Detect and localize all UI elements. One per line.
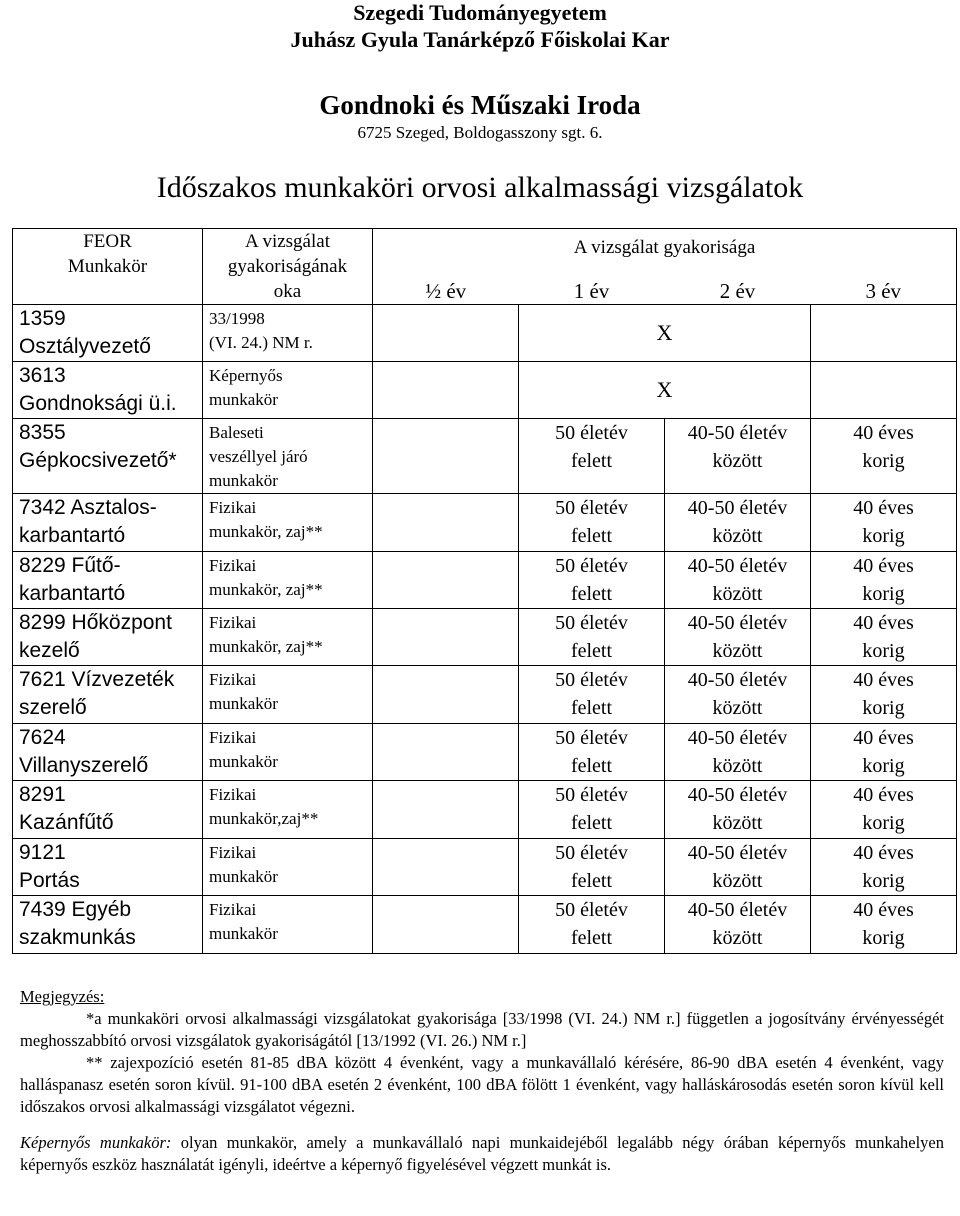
- reason-cell: [203, 494, 373, 552]
- one-year-cell: [519, 419, 665, 494]
- two-year-line: 40-50 életév: [687, 612, 788, 634]
- table-row: [13, 305, 957, 362]
- half-year-cell: [373, 609, 519, 666]
- one-year-line: 50 életév: [555, 899, 628, 921]
- two-year-cell: [665, 666, 811, 724]
- three-year-cell: [811, 494, 957, 552]
- two-year-line: között: [712, 812, 763, 834]
- one-year-line: 50 életév: [555, 842, 628, 864]
- office-address: 6725 Szeged, Boldogasszony sgt. 6.: [357, 123, 603, 142]
- three-year-cell: [811, 896, 957, 954]
- job-cell: [13, 494, 203, 552]
- table-row: [13, 666, 957, 724]
- two-year-line: között: [712, 525, 763, 547]
- reason-line: Fizikai: [209, 843, 257, 862]
- job-cell: [13, 839, 203, 896]
- one-year-cell: [519, 839, 665, 896]
- three-year-line: 40 éves: [853, 555, 914, 577]
- reason-line: munkakör: [209, 471, 278, 490]
- one-year-line: felett: [570, 450, 613, 472]
- job-code: 9121: [19, 841, 66, 864]
- job-cell: [13, 781, 203, 839]
- job-title: karbantartó: [19, 524, 126, 547]
- one-year-cell: [519, 896, 665, 954]
- reason-line: munkakör: [209, 694, 278, 713]
- reason-line: Fizikai: [209, 613, 257, 632]
- three-year-cell: [811, 724, 957, 781]
- one-year-line: 50 életév: [555, 555, 628, 577]
- half-year-cell: [373, 305, 519, 362]
- one-year-cell: [519, 552, 665, 609]
- definition-term: Képernyős munkakör:: [20, 1133, 172, 1152]
- frequency-mark: X: [519, 305, 811, 362]
- table-row: [13, 781, 957, 839]
- two-year-line: között: [712, 450, 763, 472]
- three-year-line: korig: [862, 755, 905, 777]
- job-title: szakmunkás: [19, 926, 136, 949]
- one-year-line: felett: [570, 697, 613, 719]
- job-title: Gépkocsivezető*: [19, 449, 177, 472]
- reason-cell: [203, 781, 373, 839]
- one-year-cell: [519, 494, 665, 552]
- reason-cell: [203, 552, 373, 609]
- three-year-line: korig: [862, 812, 905, 834]
- half-year-cell: [373, 781, 519, 839]
- job-code: 8229 Fűtő-: [19, 554, 121, 577]
- definition: [20, 1132, 944, 1176]
- one-year-cell: [519, 666, 665, 724]
- three-year-line: 40 éves: [853, 669, 914, 691]
- two-year-line: 40-50 életév: [687, 555, 788, 577]
- job-cell: [13, 552, 203, 609]
- reason-cell: [203, 839, 373, 896]
- one-year-line: felett: [570, 870, 613, 892]
- job-code: 7439 Egyéb: [19, 898, 132, 921]
- feor-header-line1: FEOR: [83, 231, 132, 252]
- job-code: 1359: [19, 307, 66, 330]
- job-code: 8291: [19, 783, 66, 806]
- two-year-cell: [665, 552, 811, 609]
- reason-line: Fizikai: [209, 498, 257, 517]
- job-title: szerelő: [19, 696, 87, 719]
- reason-header-line1: A vizsgálat: [245, 231, 330, 252]
- two-year-line: között: [712, 927, 763, 949]
- three-year-line: korig: [862, 927, 905, 949]
- three-year-line: korig: [862, 640, 905, 662]
- table-row: [13, 552, 957, 609]
- reason-line: Fizikai: [209, 728, 257, 747]
- reason-line: Fizikai: [209, 900, 257, 919]
- one-year-cell: [519, 781, 665, 839]
- notes-section: [20, 986, 944, 1176]
- half-year-cell: [373, 552, 519, 609]
- job-cell: [13, 666, 203, 724]
- one-year-cell: [519, 724, 665, 781]
- half-year-cell: [373, 839, 519, 896]
- note-2-text: ** zajexpozíció esetén 81-85 dBA között 4 évenként, vagy a munkavállaló kérésére, 86-90 dBA esetén 4 évenként, vagy halláspanasz esetén soron kívül. 91-100 dBA esetén 2 évenként, 100 dBA fölött 1 évenként, vagy halláskárosodás esetén soron kívül kell időszakos orvosi alkalmassági vizsgálatot végezni.: [20, 1053, 944, 1116]
- one-year-cell: [519, 609, 665, 666]
- job-title: Osztályvezető: [19, 335, 151, 358]
- reason-header: [203, 229, 373, 305]
- table-row: [13, 609, 957, 666]
- reason-line: Baleseti: [209, 423, 264, 442]
- reason-cell: [203, 666, 373, 724]
- university-name: Szegedi Tudományegyetem: [353, 0, 607, 25]
- two-year-cell: [665, 781, 811, 839]
- three-year-line: korig: [862, 583, 905, 605]
- two-year-cell: [665, 494, 811, 552]
- job-code: 8299 Hőközpont: [19, 611, 172, 634]
- note-1-text: *a munkaköri orvosi alkalmassági vizsgálatokat gyakorisága [33/1998 (VI. 24.) NM r.] független a jogosítvány érvényességét meghosszabbító orvosi vizsgálatok gyakoriságától [13/1992 (VI. 26.) NM r.]: [20, 1009, 944, 1050]
- exam-frequency-table: [12, 228, 957, 954]
- reason-line: Képernyős: [209, 366, 283, 385]
- reason-cell: [203, 724, 373, 781]
- one-year-line: felett: [570, 812, 613, 834]
- two-year-line: 40-50 életév: [687, 899, 788, 921]
- reason-line: munkakör,zaj**: [209, 809, 319, 828]
- reason-line: 33/1998: [209, 309, 265, 328]
- reason-line: munkakör, zaj**: [209, 637, 323, 656]
- job-cell: [13, 896, 203, 954]
- three-year-cell: [811, 666, 957, 724]
- table-row: [13, 494, 957, 552]
- table-row: [13, 724, 957, 781]
- three-year-cell: [811, 419, 957, 494]
- two-year-line: között: [712, 755, 763, 777]
- half-year-cell: [373, 362, 519, 419]
- three-year-line: 40 éves: [853, 497, 914, 519]
- three-year-line: 40 éves: [853, 612, 914, 634]
- two-year-line: 40-50 életév: [687, 842, 788, 864]
- three-year-cell: [811, 552, 957, 609]
- table-row: [13, 362, 957, 419]
- job-title: karbantartó: [19, 582, 126, 605]
- reason-cell: [203, 609, 373, 666]
- half-year-cell: [373, 419, 519, 494]
- one-year-line: 50 életév: [555, 784, 628, 806]
- two-year-cell: [665, 419, 811, 494]
- job-title: Portás: [19, 869, 80, 892]
- period-half-year: ½ év: [373, 268, 519, 305]
- reason-line: munkakör: [209, 924, 278, 943]
- job-code: 7342 Asztalos-: [19, 496, 157, 519]
- table-row: [13, 896, 957, 954]
- note-2: [20, 1052, 944, 1118]
- half-year-cell: [373, 724, 519, 781]
- two-year-line: között: [712, 583, 763, 605]
- job-cell: [13, 724, 203, 781]
- one-year-line: 50 életév: [555, 612, 628, 634]
- reason-line: (VI. 24.) NM r.: [209, 333, 313, 352]
- reason-header-line3: oka: [273, 281, 302, 302]
- one-year-line: 50 életév: [555, 422, 628, 444]
- two-year-line: 40-50 életév: [687, 422, 788, 444]
- reason-cell: [203, 305, 373, 362]
- half-year-cell: [373, 896, 519, 954]
- feor-header: [13, 229, 203, 305]
- table-row: [13, 839, 957, 896]
- three-year-line: korig: [862, 870, 905, 892]
- job-title: Kazánfűtő: [19, 811, 114, 834]
- two-year-line: 40-50 életév: [687, 669, 788, 691]
- feor-header-line2: Munkakör: [67, 256, 148, 277]
- office-name: Gondnoki és Műszaki Iroda: [319, 90, 641, 120]
- reason-line: munkakör, zaj**: [209, 580, 323, 599]
- reason-line: Fizikai: [209, 670, 257, 689]
- job-title: kezelő: [19, 639, 80, 662]
- two-year-line: között: [712, 870, 763, 892]
- three-year-line: korig: [862, 525, 905, 547]
- three-year-line: 40 éves: [853, 727, 914, 749]
- three-year-cell: [811, 305, 957, 362]
- reason-line: munkakör: [209, 752, 278, 771]
- two-year-line: 40-50 életév: [687, 784, 788, 806]
- reason-line: munkakör: [209, 390, 278, 409]
- header-row-1: [13, 229, 957, 268]
- two-year-line: között: [712, 640, 763, 662]
- two-year-cell: [665, 724, 811, 781]
- job-cell: [13, 305, 203, 362]
- three-year-line: korig: [862, 697, 905, 719]
- two-year-cell: [665, 839, 811, 896]
- reason-line: Fizikai: [209, 785, 257, 804]
- three-year-line: 40 éves: [853, 842, 914, 864]
- two-year-line: 40-50 életév: [687, 497, 788, 519]
- one-year-line: felett: [570, 640, 613, 662]
- note-1: [20, 1008, 944, 1052]
- job-code: 8355: [19, 421, 66, 444]
- reason-line: veszéllyel járó: [209, 447, 308, 466]
- half-year-cell: [373, 666, 519, 724]
- reason-cell: [203, 362, 373, 419]
- one-year-line: felett: [570, 525, 613, 547]
- one-year-line: felett: [570, 583, 613, 605]
- frequency-header: A vizsgálat gyakorisága: [373, 229, 957, 268]
- one-year-line: felett: [570, 927, 613, 949]
- three-year-line: korig: [862, 450, 905, 472]
- document-title: Időszakos munkaköri orvosi alkalmassági vizsgálatok: [156, 171, 804, 204]
- one-year-line: 50 életév: [555, 727, 628, 749]
- definition-text: olyan munkakör, amely a munkavállaló napi munkaidejéből legalább négy órában képernyős munkahelyen képernyős eszköz használatát igényli, ideértve a képernyő figyelésével végzett munkát is.: [20, 1133, 944, 1174]
- job-cell: [13, 419, 203, 494]
- period-1-year: 1 év: [519, 268, 665, 305]
- reason-cell: [203, 896, 373, 954]
- job-cell: [13, 609, 203, 666]
- frequency-mark: X: [519, 362, 811, 419]
- three-year-line: 40 éves: [853, 422, 914, 444]
- reason-header-line2: gyakoriságának: [227, 256, 348, 277]
- reason-line: munkakör, zaj**: [209, 522, 323, 541]
- job-title: Gondnoksági ü.i.: [19, 392, 177, 415]
- job-code: 7621 Vízvezeték: [19, 668, 175, 691]
- three-year-cell: [811, 839, 957, 896]
- two-year-cell: [665, 896, 811, 954]
- two-year-cell: [665, 609, 811, 666]
- reason-line: Fizikai: [209, 556, 257, 575]
- three-year-cell: [811, 362, 957, 419]
- job-code: 3613: [19, 364, 66, 387]
- job-title: Villanyszerelő: [19, 754, 149, 777]
- three-year-line: 40 éves: [853, 899, 914, 921]
- reason-line: munkakör: [209, 867, 278, 886]
- job-cell: [13, 362, 203, 419]
- two-year-line: 40-50 életév: [687, 727, 788, 749]
- three-year-line: 40 éves: [853, 784, 914, 806]
- reason-cell: [203, 419, 373, 494]
- period-2-year: 2 év: [665, 268, 811, 305]
- two-year-line: között: [712, 697, 763, 719]
- one-year-line: felett: [570, 755, 613, 777]
- half-year-cell: [373, 494, 519, 552]
- three-year-cell: [811, 781, 957, 839]
- job-code: 7624: [19, 726, 66, 749]
- three-year-cell: [811, 609, 957, 666]
- notes-heading: Megjegyzés:: [20, 987, 105, 1006]
- period-3-year: 3 év: [811, 268, 957, 305]
- one-year-line: 50 életév: [555, 497, 628, 519]
- college-name: Juhász Gyula Tanárképző Főiskolai Kar: [290, 27, 670, 52]
- table-row: [13, 419, 957, 494]
- one-year-line: 50 életév: [555, 669, 628, 691]
